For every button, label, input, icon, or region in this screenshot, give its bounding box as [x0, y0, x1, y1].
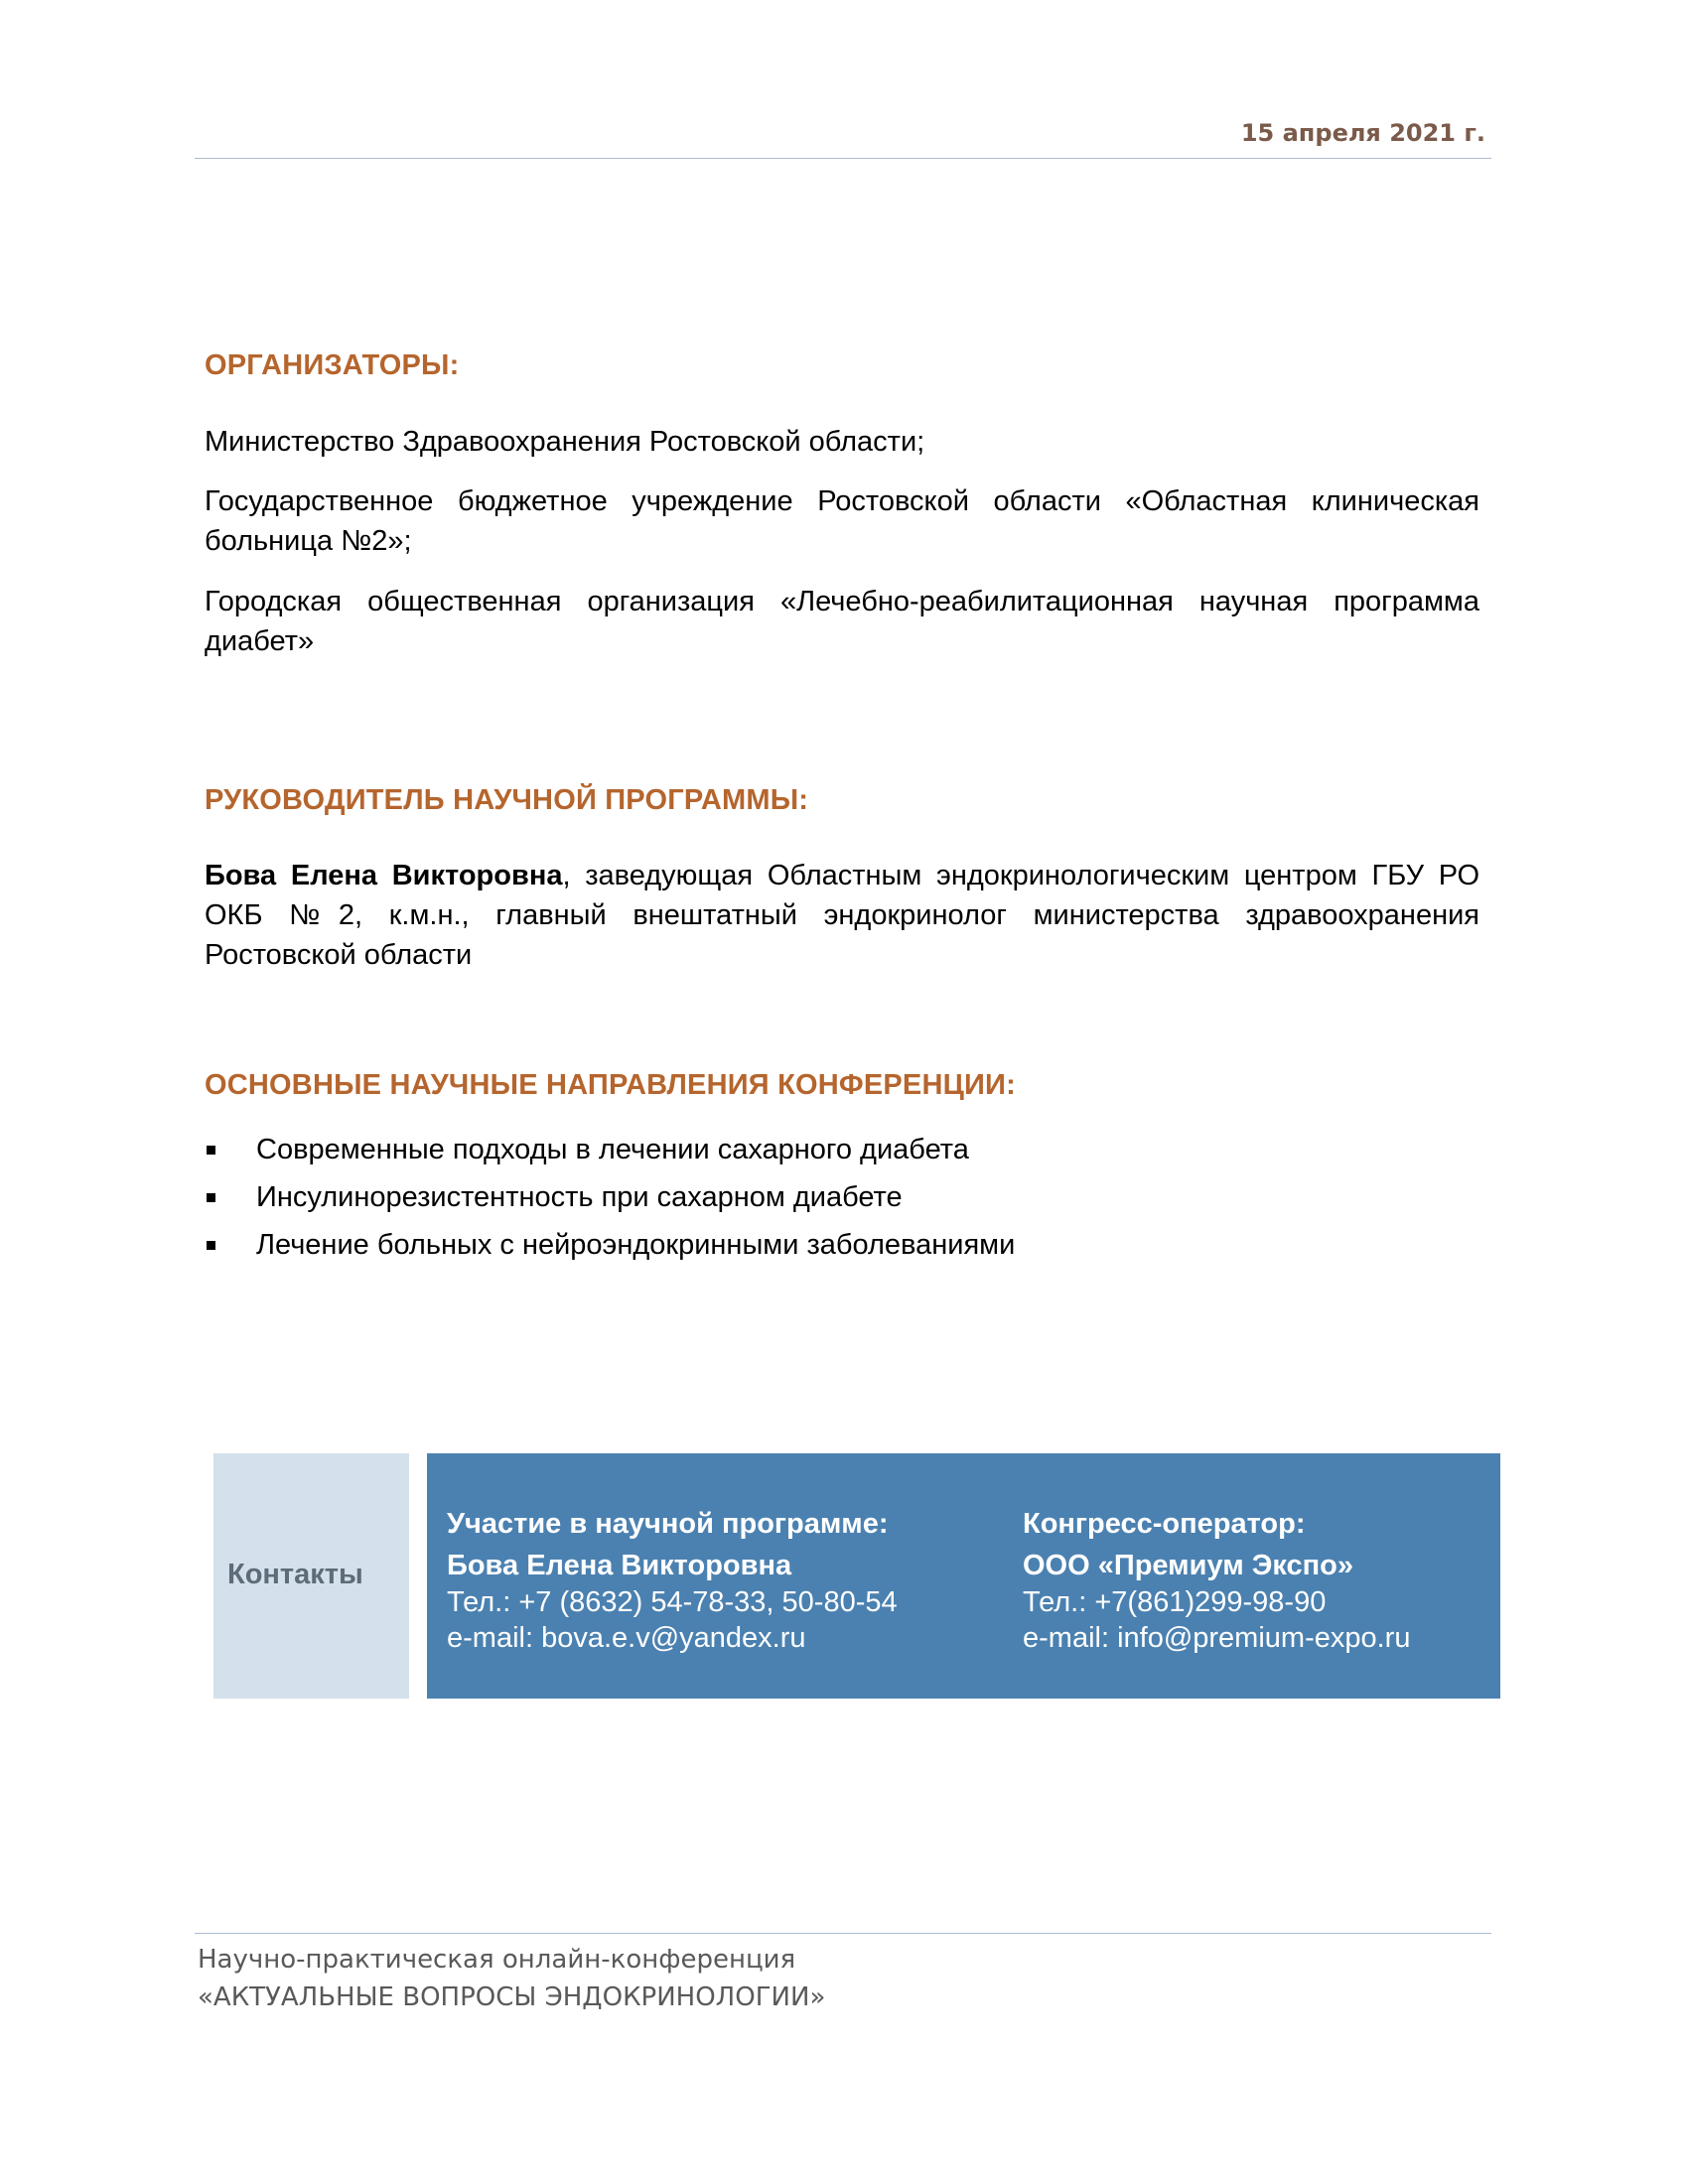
contacts-label-panel — [213, 1453, 409, 1699]
organizer-item: Государственное бюджетное учреждение Ростовской области «Областная клиническая больница №2»; — [205, 485, 1479, 557]
directions-heading: ОСНОВНЫЕ НАУЧНЫЕ НАПРАВЛЕНИЯ КОНФЕРЕНЦИИ: — [205, 1069, 1016, 1101]
program-head-heading: РУКОВОДИТЕЛЬ НАУЧНОЙ ПРОГРАММЫ: — [205, 784, 809, 816]
program-head-name: Бова Елена Викторовна — [205, 860, 563, 891]
operator-contact — [1023, 1501, 1410, 1656]
footer-line: Научно-практическая онлайн-конференция — [198, 1945, 796, 1975]
participation-name: Бова Елена Викторовна — [447, 1550, 792, 1581]
footer-divider — [195, 1933, 1491, 1934]
document-date: 15 апреля 2021 г. — [1240, 119, 1485, 147]
participation-email: e-mail: bova.e.v@yandex.ru — [447, 1622, 806, 1654]
program-head-text — [205, 856, 1479, 975]
list-item — [205, 1173, 1015, 1221]
bullet-icon — [207, 1146, 215, 1155]
participation-title: Участие в научной программе: — [447, 1508, 889, 1540]
bullet-icon — [207, 1193, 215, 1202]
list-item — [205, 1221, 1015, 1269]
list-item — [205, 1126, 1015, 1173]
contacts-panel — [427, 1453, 1500, 1699]
operator-title: Конгресс-оператор: — [1023, 1508, 1306, 1540]
operator-name: ООО «Премиум Экспо» — [1023, 1550, 1353, 1581]
direction-text: Современные подходы в лечении сахарного диабета — [256, 1134, 969, 1165]
direction-text: Инсулинорезистентность при сахарном диабете — [256, 1181, 903, 1213]
bullet-icon — [207, 1241, 215, 1250]
participation-contact — [447, 1501, 898, 1656]
operator-email: e-mail: info@premium-expo.ru — [1023, 1622, 1411, 1654]
organizer-item: Городская общественная организация «Лечебно-реабилитационная научная программа диабет» — [205, 586, 1479, 657]
organizers-heading: ОРГАНИЗАТОРЫ: — [205, 349, 460, 381]
footer-line: «АКТУАЛЬНЫЕ ВОПРОСЫ ЭНДОКРИНОЛОГИИ» — [198, 1982, 826, 2012]
directions-list — [205, 1126, 1015, 1269]
direction-text: Лечение больных с нейроэндокринными заболеваниями — [256, 1229, 1016, 1261]
header-divider — [195, 158, 1491, 159]
contacts-label: Контакты — [227, 1559, 363, 1590]
participation-phone: Тел.: +7 (8632) 54-78-33, 50-80-54 — [447, 1586, 898, 1618]
organizer-item: Министерство Здравоохранения Ростовской области; — [205, 426, 925, 458]
program-head-description: , заведующая Областным эндокринологическим центром ГБУ РО ОКБ №2, к.м.н., главный внештатный эндокринолог министерства здравоохранения Ростовской области — [205, 860, 1479, 971]
footer — [198, 1941, 825, 2016]
operator-phone: Тел.: +7(861)299-98-90 — [1023, 1586, 1327, 1618]
